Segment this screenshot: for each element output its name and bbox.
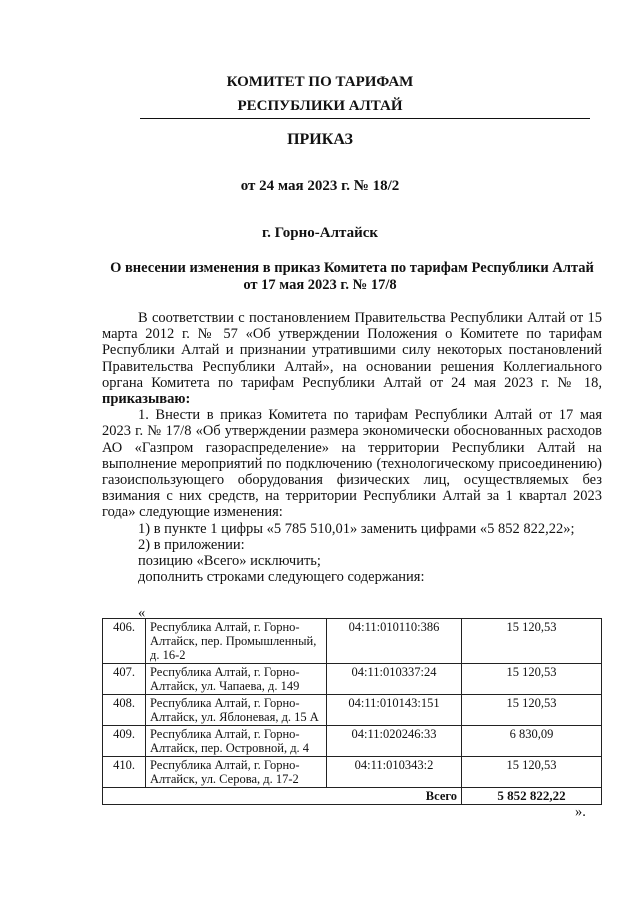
preamble-paragraph xyxy=(102,310,602,407)
row-address: Республика Алтай, г. Горно-Алтайск, ул. Серова, д. 17-2 xyxy=(146,757,327,788)
org-name-line1: КОМИТЕТ ПО ТАРИФАМ xyxy=(226,74,414,90)
sub-item-2a: позицию «Всего» исключить; xyxy=(138,553,321,570)
row-cadastral-number: 04:11:010337:24 xyxy=(327,664,462,695)
row-amount: 15 120,53 xyxy=(462,757,602,788)
row-amount: 6 830,09 xyxy=(462,726,602,757)
total-label: Всего xyxy=(103,788,462,805)
row-amount: 15 120,53 xyxy=(462,695,602,726)
doc-title-line1: О внесении изменения в приказ Комитета по тарифам Республики Алтай xyxy=(110,260,594,276)
order-colon: : xyxy=(185,391,191,408)
row-address: Республика Алтай, г. Горно-Алтайск, пер. Островной, д. 4 xyxy=(146,726,327,757)
table-row xyxy=(103,726,602,757)
row-amount: 15 120,53 xyxy=(462,664,602,695)
row-number: 408. xyxy=(103,695,146,726)
row-number: 407. xyxy=(103,664,146,695)
doc-title-line2: от 17 мая 2023 г. № 17/8 xyxy=(243,277,397,293)
row-address: Республика Алтай, г. Горно-Алтайск, ул. Чапаева, д. 149 xyxy=(146,664,327,695)
row-amount: 15 120,53 xyxy=(462,619,602,664)
row-cadastral-number: 04:11:010343:2 xyxy=(327,757,462,788)
sub-item-1: 1) в пункте 1 цифры «5 785 510,01» заменить цифрами «5 852 822,22»; xyxy=(138,520,575,537)
table-row xyxy=(103,757,602,788)
quote-open: « xyxy=(138,605,146,621)
doc-body xyxy=(102,310,602,585)
quote-close: ». xyxy=(575,804,586,820)
row-cadastral-number: 04:11:010110:386 xyxy=(327,619,462,664)
doc-type: ПРИКАЗ xyxy=(287,131,353,148)
doc-city: г. Горно-Алтайск xyxy=(261,225,379,241)
table-row xyxy=(103,664,602,695)
row-cadastral-number: 04:11:020246:33 xyxy=(327,726,462,757)
row-number: 409. xyxy=(103,726,146,757)
row-number: 406. xyxy=(103,619,146,664)
preamble-text: В соответствии с постановлением Правительства Республики Алтай от 15 марта 2012 г. № 57 «Об утверждении Положения о Комитете по тарифам Республики Алтай и признании утратившими силу некоторых постановлений Правительства Республики Алтай», на основании решения Коллегиального органа Комитета по тарифам Республики Алтай от 24 мая 2023 г. № 18, xyxy=(102,310,602,391)
total-value: 5 852 822,22 xyxy=(462,788,602,805)
item-1-paragraph: 1. Внести в приказ Комитета по тарифам Республики Алтай от 17 мая 2023 г. № 17/8 «Об утверждении размера экономически обоснованных расходов АО «Газпром газораспределение» на территории Республики Алтай на выполнение мероприятий по подключению (технологическому присоединению) газоиспользующего оборудования физических лиц, осуществляемых без взимания с них средств, на территории Республики Алтай за 1 квартал 2023 года» следующие изменения: xyxy=(102,407,602,521)
row-number: 410. xyxy=(103,757,146,788)
appendix-table xyxy=(102,618,602,805)
table-row xyxy=(103,619,602,664)
table-total-row xyxy=(103,788,602,805)
order-word: приказываю xyxy=(102,391,186,408)
row-address: Республика Алтай, г. Горно-Алтайск, ул. Яблоневая, д. 15 А xyxy=(146,695,327,726)
sub-item-2b: дополнить строками следующего содержания: xyxy=(138,569,425,586)
table-row xyxy=(103,695,602,726)
header-divider xyxy=(140,118,590,119)
row-cadastral-number: 04:11:010143:151 xyxy=(327,695,462,726)
row-address: Республика Алтай, г. Горно-Алтайск, пер. Промышленный, д. 16-2 xyxy=(146,619,327,664)
org-name-line2: РЕСПУБЛИКИ АЛТАЙ xyxy=(237,98,403,114)
sub-item-2: 2) в приложении: xyxy=(138,536,245,553)
doc-date-number: от 24 мая 2023 г. № 18/2 xyxy=(240,178,400,194)
